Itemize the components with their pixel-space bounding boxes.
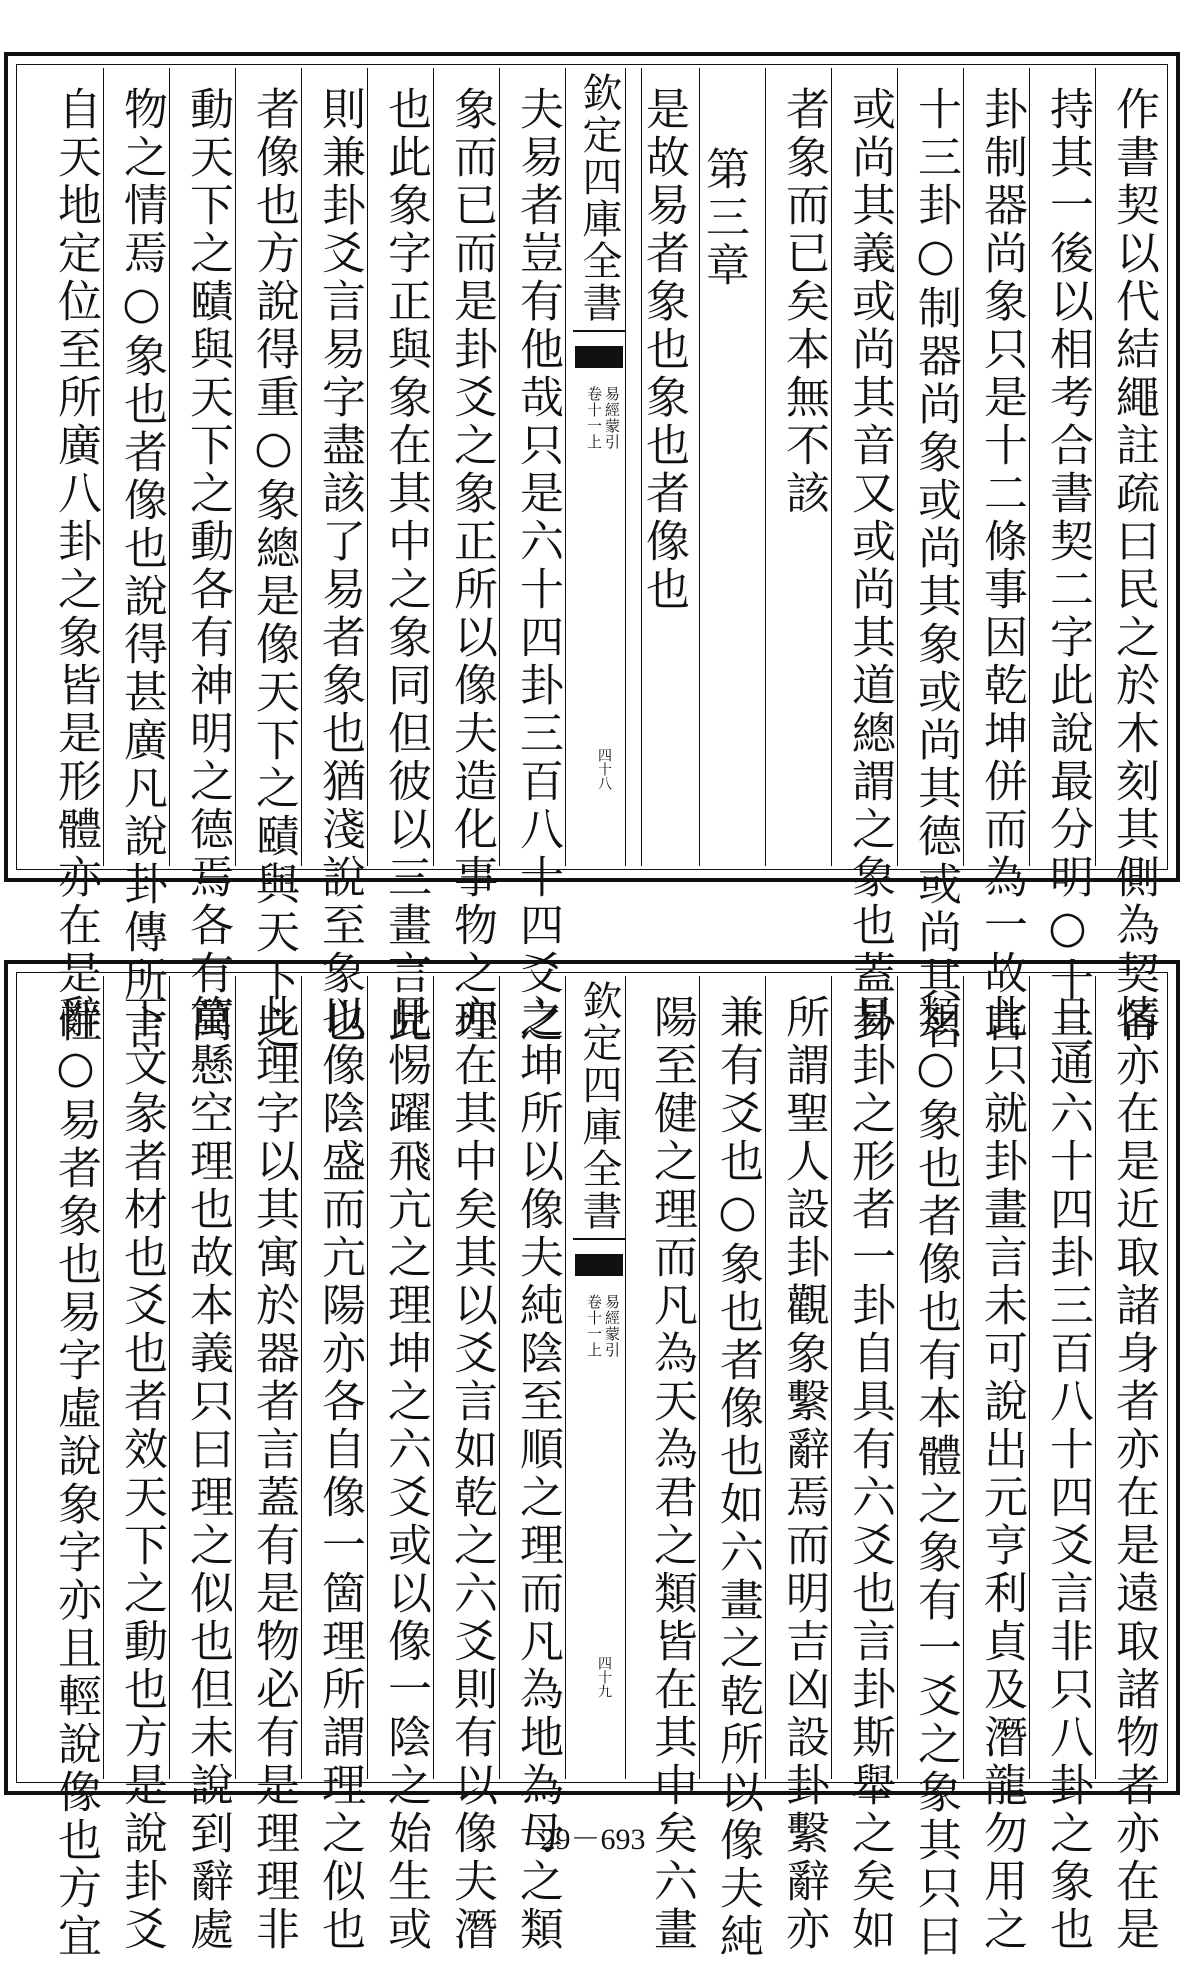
column-rule bbox=[765, 976, 766, 1779]
column-rule bbox=[301, 68, 302, 866]
text-column: 者像也方說得重○象總是像天下之賾與天下之 bbox=[248, 86, 299, 1053]
text-column: 易卦之形者一卦自具有六爻也言卦斯舉之矣如 bbox=[844, 994, 895, 1954]
text-column: 物之情焉○象也者像也說得甚廣凡說卦傳所言 bbox=[116, 86, 167, 1053]
column-rule bbox=[565, 976, 566, 1779]
column-rule bbox=[625, 68, 626, 866]
text-column: 動天下之賾與天下之動各有神明之德焉各有萬 bbox=[182, 86, 233, 1046]
text-column: 見惕躍飛亢之理坤之六爻或以像一陰之始生或 bbox=[380, 994, 431, 1954]
column-rule bbox=[699, 976, 700, 1779]
text-column: 下文彖者材也爻也者效天下之動也方是說卦爻 bbox=[116, 994, 167, 1954]
column-rule bbox=[963, 68, 964, 866]
text-column: 卦制器尚象只是十二條事因乾坤併而為一故言 bbox=[976, 86, 1027, 1046]
book-title: 易經蒙引 卷十一上 bbox=[585, 386, 621, 450]
center-margin bbox=[573, 976, 625, 1779]
fishtail-mark bbox=[575, 346, 623, 368]
column-rule bbox=[499, 976, 500, 1779]
text-column: 所謂聖人設卦觀象繫辭焉而明吉凶設卦繫辭亦 bbox=[778, 994, 829, 1954]
column-rule bbox=[625, 976, 626, 1779]
page-number: 四十八 bbox=[596, 748, 612, 790]
center-margin bbox=[573, 68, 625, 866]
text-column: 陽至健之理而凡為天為君之類皆在其中矣六畫 bbox=[646, 994, 697, 1954]
chapter-heading: 第三章 bbox=[698, 146, 749, 290]
footer-page-reference: 29－693 bbox=[540, 1823, 646, 1856]
column-rule bbox=[897, 68, 898, 866]
column-rule bbox=[565, 68, 566, 866]
top-page bbox=[4, 52, 1180, 1053]
column-rule bbox=[1029, 976, 1030, 1779]
column-rule bbox=[235, 976, 236, 1779]
column-rule bbox=[169, 976, 170, 1779]
text-column: 夫易者豈有他哉只是六十四卦三百八十四爻之 bbox=[512, 86, 563, 1046]
column-rule bbox=[963, 976, 964, 1779]
text-column: 情亦在是近取諸身者亦在是遠取諸物者亦在是 bbox=[1108, 994, 1159, 1954]
column-rule bbox=[103, 976, 104, 1779]
collection-title: 欽定四庫全書 bbox=[573, 980, 625, 1240]
text-column: 是故易者象也象也者像也 bbox=[638, 86, 689, 614]
page-number: 四十九 bbox=[596, 1656, 612, 1698]
column-rule bbox=[367, 68, 368, 866]
text-column: 以像陰盛而亢陽亦各自像一箇理所謂理之似也 bbox=[314, 994, 365, 1954]
text-column: 則兼卦爻言易字盡該了易者象也猶淺說至象也 bbox=[314, 86, 365, 1046]
text-column: 之坤所以像夫純陰至順之理而凡為地為母之類 bbox=[512, 994, 563, 1954]
text-column: 此理字以其寓於器者言蓋有是物必有是理理非 bbox=[248, 994, 299, 1954]
column-rule bbox=[433, 68, 434, 866]
text-column: 者象而已矣本無不該 bbox=[778, 86, 829, 518]
column-rule bbox=[433, 976, 434, 1779]
text-column: 辭○易者象也易字虛說象字亦且輕說像也方宜 bbox=[50, 994, 101, 1961]
column-rule bbox=[301, 976, 302, 1779]
column-rule bbox=[1029, 68, 1030, 866]
text-column: 作書契以代結繩註疏曰民之於木刻其側為契各 bbox=[1108, 86, 1159, 1046]
column-rule bbox=[367, 976, 368, 1779]
collection-title: 欽定四庫全書 bbox=[573, 72, 625, 332]
column-rule bbox=[103, 68, 104, 866]
text-column: 十三卦○制器尚象或尚其象或尚其德或尚其名 bbox=[910, 86, 961, 1053]
text-column: 且通六十四卦三百八十四爻言非只八卦之象也 bbox=[1042, 994, 1093, 1954]
column-rule bbox=[897, 976, 898, 1779]
fishtail-mark bbox=[575, 1254, 623, 1276]
text-column: 或尚其義或尚其音又或尚其道總謂之象也蓋卦 bbox=[844, 86, 895, 1046]
text-column: 自天地定位至所廣八卦之象皆是形體亦在是性 bbox=[50, 86, 101, 1046]
text-column: 也此象字正與象在其中之象同但彼以三畫言此 bbox=[380, 86, 431, 1046]
text-column: 亦在其中矣其以爻言如乾之六爻則有以像夫潛 bbox=[446, 994, 497, 1954]
text-column: 此只就卦畫言未可說出元亨利貞及潛龍勿用之 bbox=[976, 994, 1027, 1954]
column-rule bbox=[1095, 976, 1096, 1779]
column-rule bbox=[831, 976, 832, 1779]
column-rule bbox=[1095, 68, 1096, 866]
column-rule bbox=[169, 68, 170, 866]
column-rule bbox=[765, 68, 766, 866]
text-column: 類○象也者像也有本體之象有一爻之象其只曰 bbox=[910, 994, 961, 1961]
column-rule bbox=[235, 68, 236, 866]
column-rule bbox=[499, 68, 500, 866]
text-column: 箇懸空理也故本義只曰理之似也但未說到辭處 bbox=[182, 994, 233, 1954]
text-column: 兼有爻也○象也者像也如六畫之乾所以像夫純 bbox=[712, 994, 763, 1961]
text-column: 象而已而是卦爻之象正所以像夫造化事物之理 bbox=[446, 86, 497, 1046]
column-rule bbox=[831, 68, 832, 866]
text-column: 持其一後以相考合書契二字此說最分明○十三 bbox=[1042, 86, 1093, 1053]
book-title: 易經蒙引 卷十一上 bbox=[585, 1294, 621, 1358]
